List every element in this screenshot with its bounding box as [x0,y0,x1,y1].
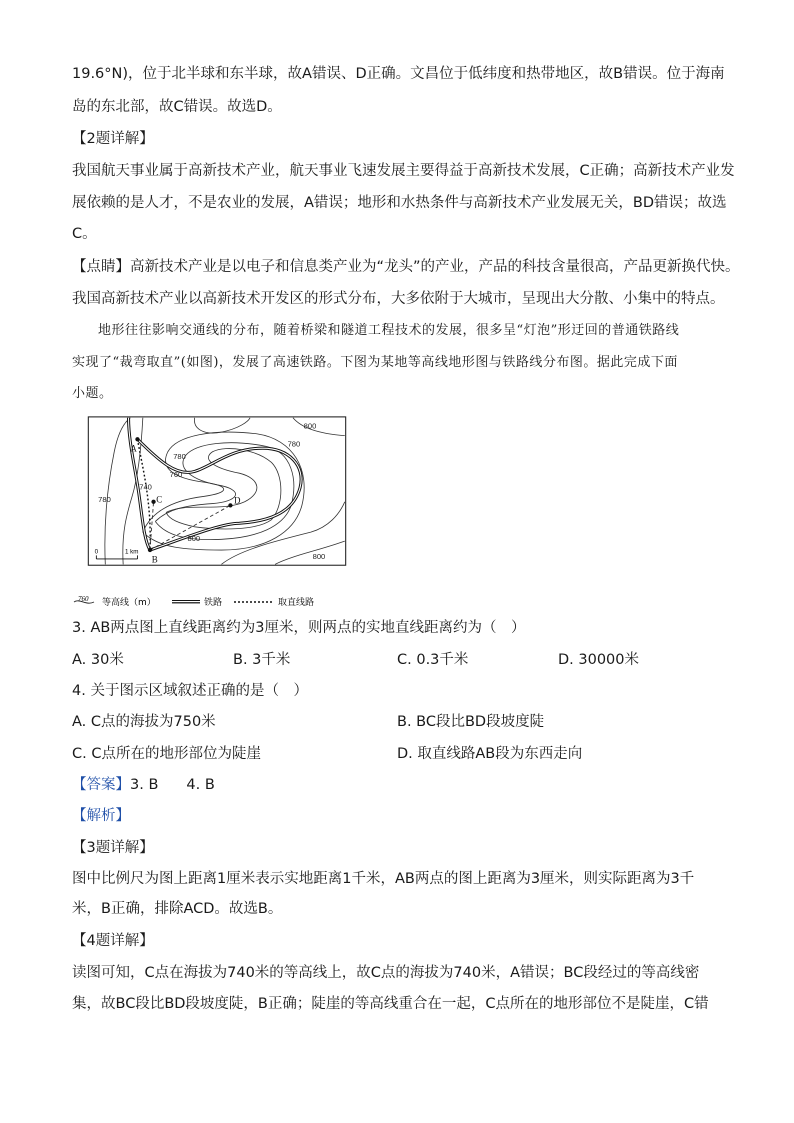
point-c [151,500,155,504]
intro-line: 实现了“裁弯取直”(如图)，发展了高速铁路。下图为某地等高线地形图与铁路线分布图。据此完成下面 [72,355,678,370]
text-line: 图中比例尺为图上距离1厘米表示实地距离1千米，AB两点的图上距离为3厘米，则实际距离为3千 [72,871,695,887]
answer-label: 【答案】 [72,777,130,793]
map-legend [72,594,372,608]
option-4a: A. C点的海拔为750米 [72,714,216,730]
svg-text:1 km: 1 km [124,548,139,556]
contour-label: 760 [169,469,183,479]
answer-3: 3. B [130,777,159,793]
contour-label: 800 [303,421,317,431]
section-heading: 【4题详解】 [72,933,154,949]
intro-line: 小题。 [72,386,113,401]
map-frame [88,417,345,565]
svg-text:760: 760 [78,595,89,603]
text-line: 读图可知，C点在海拔为740米的等高线上，故C点的海拔为740米，A错误；BC段经过的等高线密 [72,965,700,981]
option-3b: B. 3千米 [233,652,291,668]
answer-4: 4. B [186,777,215,793]
svg-text:0: 0 [94,548,99,556]
option-3a: A. 30米 [72,652,124,668]
text-line: 集，故BC段比BD段坡度陡，B正确；陡崖的等高线重合在一起，C点所在的地形部位不是陡崖，C错 [72,996,709,1012]
option-4c: C. C点所在的地形部位为陡崖 [72,746,261,762]
contour-label: 780 [173,451,186,461]
text-line: 我国航天事业属于高新技术产业，航天事业飞速发展主要得益于高新技术发展，C正确；高新技术产业发 [72,163,735,179]
contour-label: 800 [312,551,326,561]
contour-label: 740 [139,482,152,492]
text-line: 展依赖的是人才，不是农业的发展，A错误；地形和水热条件与高新技术产业发展无关，BD错误；故选 [72,195,727,211]
option-3d: D. 30000米 [558,652,640,668]
point-d [228,503,232,507]
dianjing-line: 我国高新技术产业以高新技术开发区的形式分布，大多依附于大城市，呈现出大分散、小集中的特点。 [72,291,725,307]
text-line: 岛的东北部，故C错误。故选D。 [72,99,282,115]
contour-label: 780 [98,494,111,504]
text-line: 19.6°N)，位于北半球和东半球，故A错误、D正确。文昌位于低纬度和热带地区，故B错误。位于海南 [72,66,725,82]
contour-label: 780 [287,439,301,449]
question-3: 3. AB两点图上直线距离约为3厘米，则两点的实地直线距离约为（ ） [72,620,526,636]
point-b [148,548,152,552]
answer-line [72,775,215,795]
contour-label: 800 [187,534,201,544]
point-a [135,437,139,441]
option-4b: B. BC段比BD段坡度陡 [397,714,545,730]
contour-map [72,416,362,584]
point-label: A [130,443,137,454]
jiexi-label: 【解析】 [72,808,130,824]
svg-text:等高线（m）: 等高线（m） [102,598,156,608]
point-label: D [233,495,241,506]
option-4d: D. 取直线路AB段为东西走向 [397,746,583,762]
svg-text:铁路: 铁路 [204,598,223,608]
section-heading: 【3题详解】 [72,840,154,856]
point-label: C [156,494,163,505]
text-line: 米，B正确，排除ACD。故选B。 [72,901,283,917]
point-label: B [151,554,158,565]
text-line: C。 [72,226,97,242]
question-4: 4. 关于图示区域叙述正确的是（ ） [72,683,308,699]
svg-text:取直线路: 取直线路 [278,598,315,608]
section-heading: 【2题详解】 [72,131,154,147]
option-3c: C. 0.3千米 [397,652,469,668]
dianjing-line: 【点睛】高新技术产业是以电子和信息类产业为“龙头”的产业，产品的科技含量很高，产品更新换代快。 [72,259,740,275]
intro-line: 地形往往影响交通线的分布，随着桥梁和隧道工程技术的发展，很多呈“灯泡”形迂回的普通铁路线 [98,323,680,338]
